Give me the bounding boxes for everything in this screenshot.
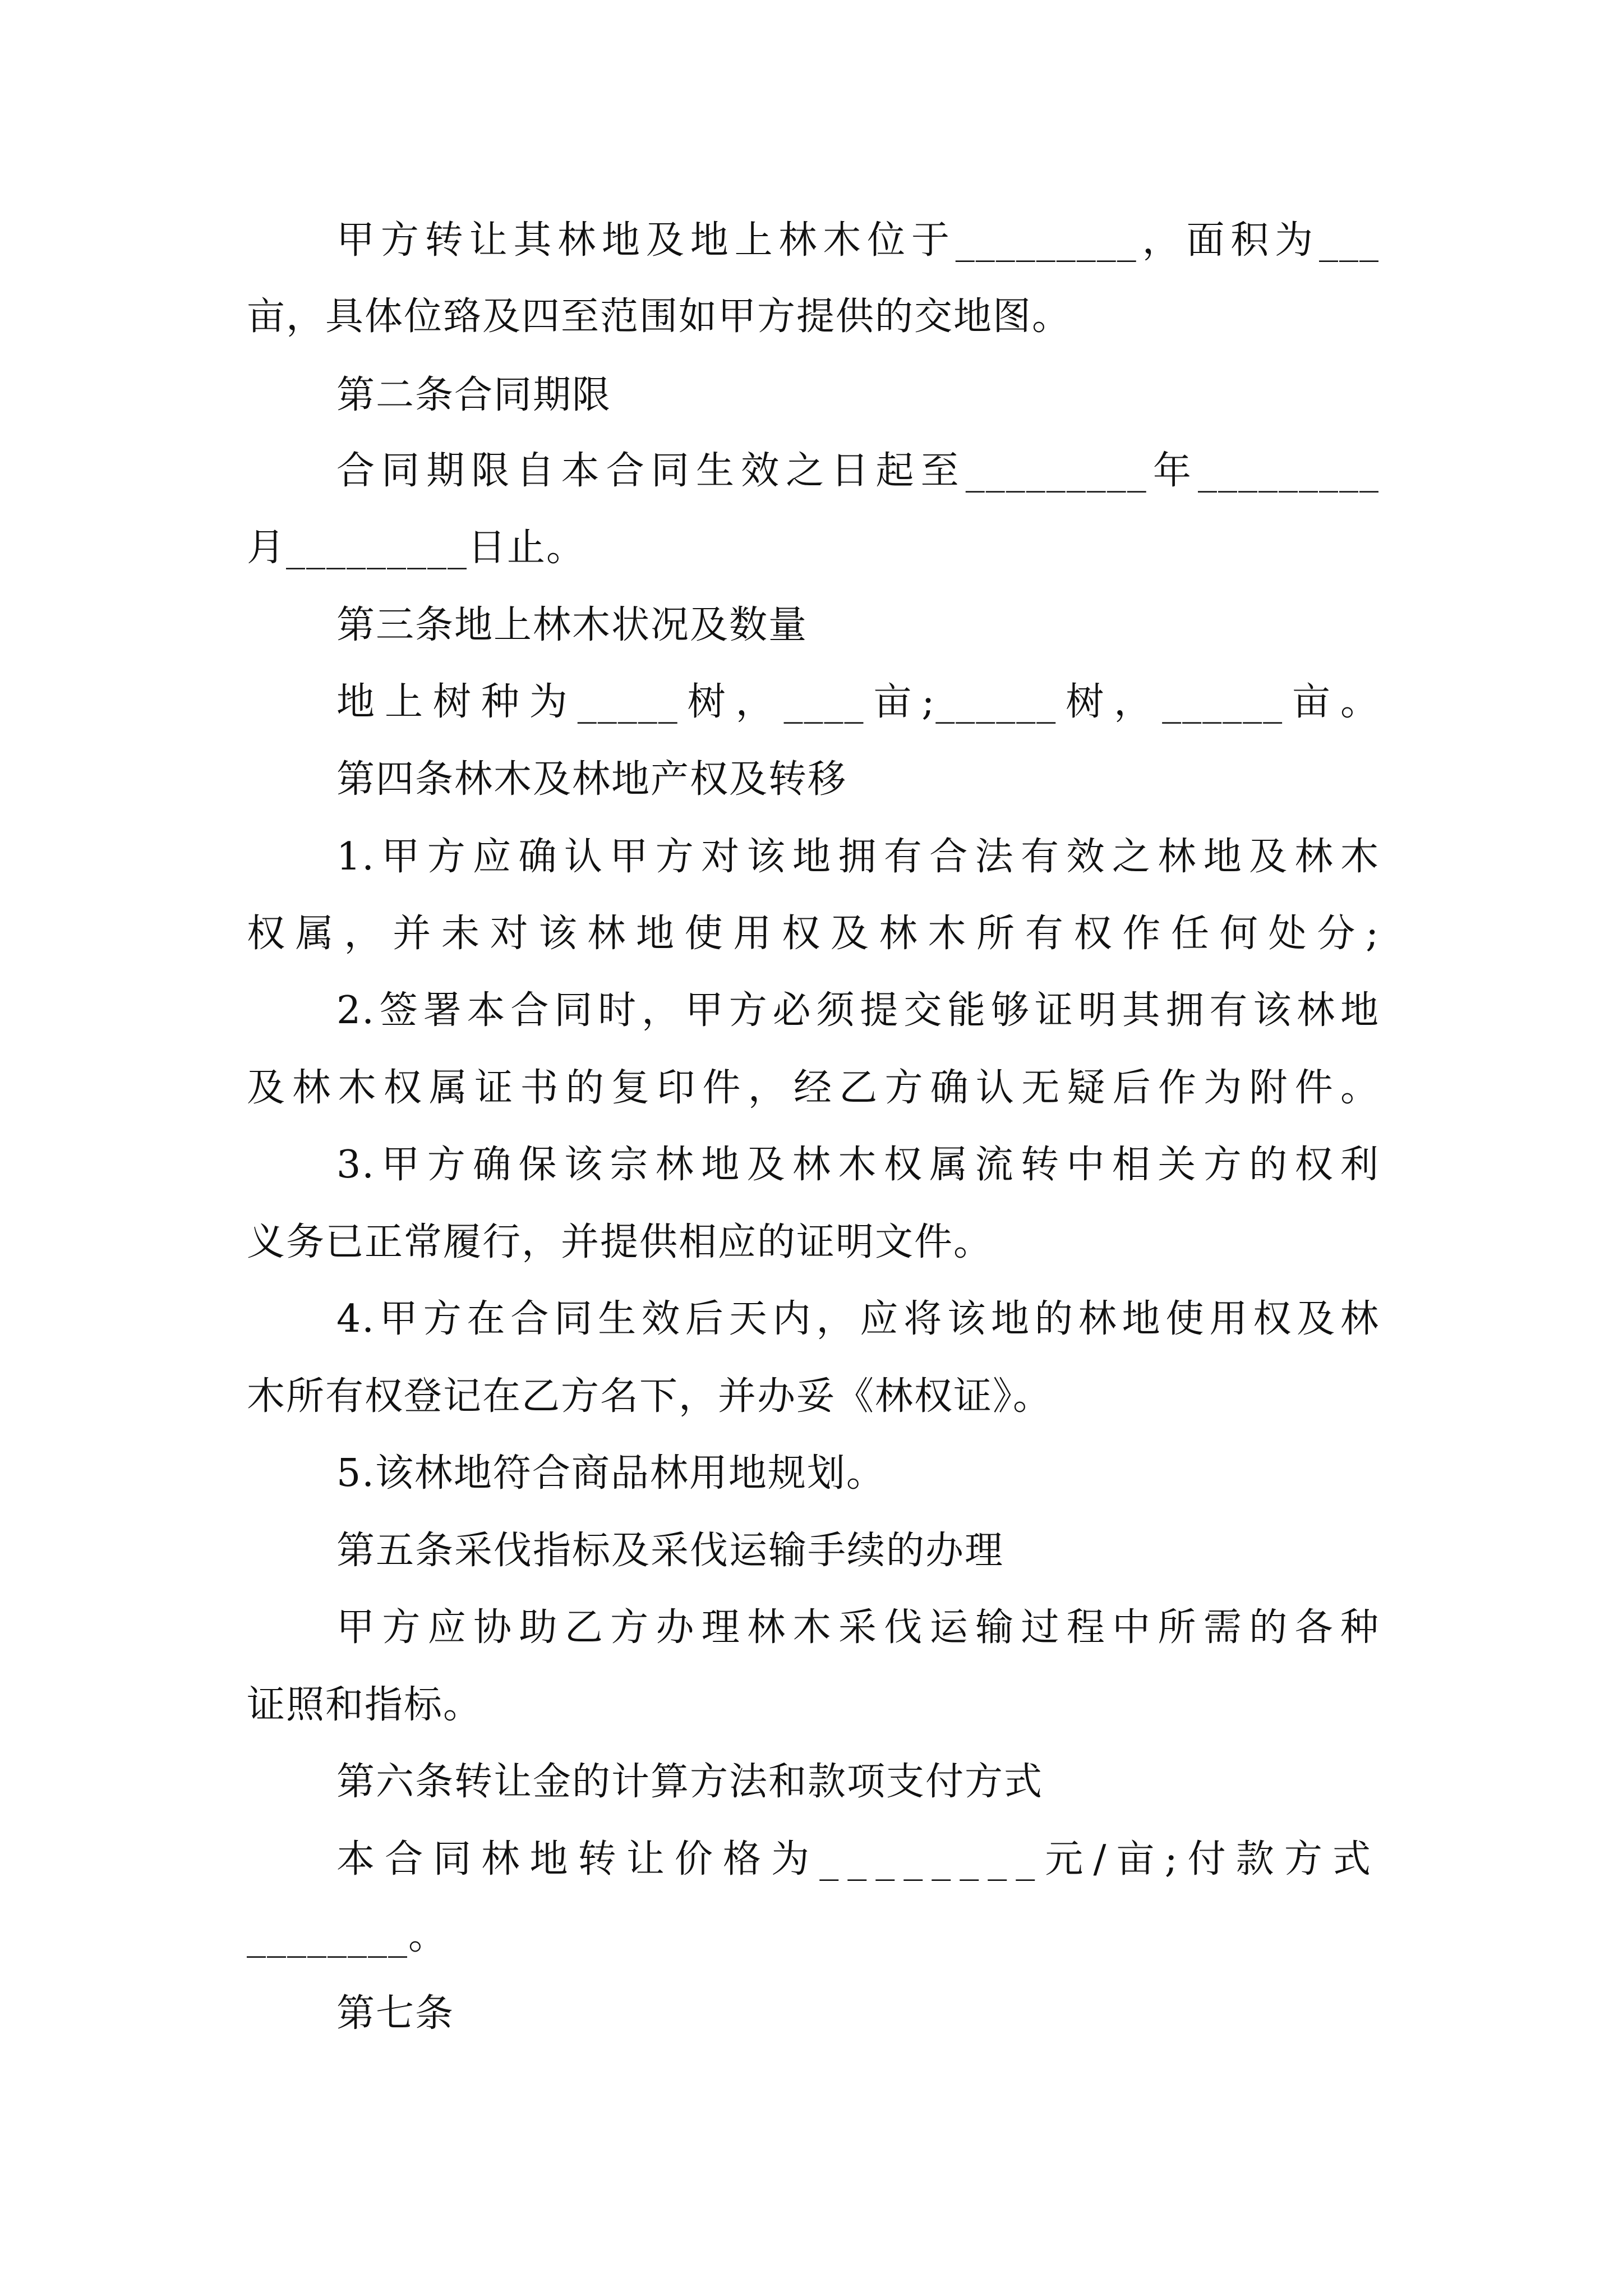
paragraph-line: 义务已正常履行，并提供相应的证明文件。	[247, 1220, 993, 1264]
paragraph-line: 5.该林地符合商品林用地规划。	[336, 1451, 886, 1496]
paragraph-line: 月_________日止。	[247, 526, 586, 570]
paragraph-line: 3.甲方确保该宗林地及林木权属流转中相关方的权利	[336, 1143, 1380, 1187]
paragraph-line: 本合同林地转让价格为________元/亩;付款方式	[336, 1837, 1380, 1881]
paragraph-line: 权属，并未对该林地使用权及林木所有权作任何处分;	[247, 912, 1380, 956]
section-heading: 第七条	[336, 1991, 455, 2036]
section-heading: 第五条采伐指标及采伐运输手续的办理	[336, 1529, 1004, 1573]
paragraph-line: 亩，具体位臵及四至范围如甲方提供的交地图。	[247, 295, 1072, 339]
section-heading: 第二条合同期限	[336, 373, 612, 417]
paragraph-line: 及林木权属证书的复印件，经乙方确认无疑后作为附件。	[247, 1066, 1380, 1110]
paragraph-line: 甲方应协助乙方办理林木采伐运输过程中所需的各种	[336, 1605, 1380, 1650]
paragraph-line: 2.签署本合同时，甲方必须提交能够证明其拥有该林地	[336, 988, 1380, 1033]
paragraph-line: 甲方转让其林地及地上林木位于_________，面积为___	[336, 218, 1380, 263]
section-heading: 第三条地上林木状况及数量	[336, 603, 808, 647]
paragraph-line: 合同期限自本合同生效之日起至_________年_________	[336, 449, 1380, 493]
section-heading: 第六条转让金的计算方法和款项支付方式	[336, 1760, 1044, 1804]
paragraph-line: ________。	[247, 1914, 448, 1958]
section-heading: 第四条林木及林地产权及转移	[336, 757, 847, 802]
paragraph-line: 4.甲方在合同生效后天内，应将该地的林地使用权及林	[336, 1297, 1380, 1341]
paragraph-line: 证照和指标。	[247, 1683, 483, 1727]
paragraph-line: 地上树种为_____树，____亩;______树，______亩。	[336, 680, 1380, 724]
paragraph-line: 1.甲方应确认甲方对该地拥有合法有效之林地及林木	[336, 835, 1380, 879]
paragraph-line: 木所有权登记在乙方名下，并办妥《林权证》。	[247, 1374, 1053, 1419]
